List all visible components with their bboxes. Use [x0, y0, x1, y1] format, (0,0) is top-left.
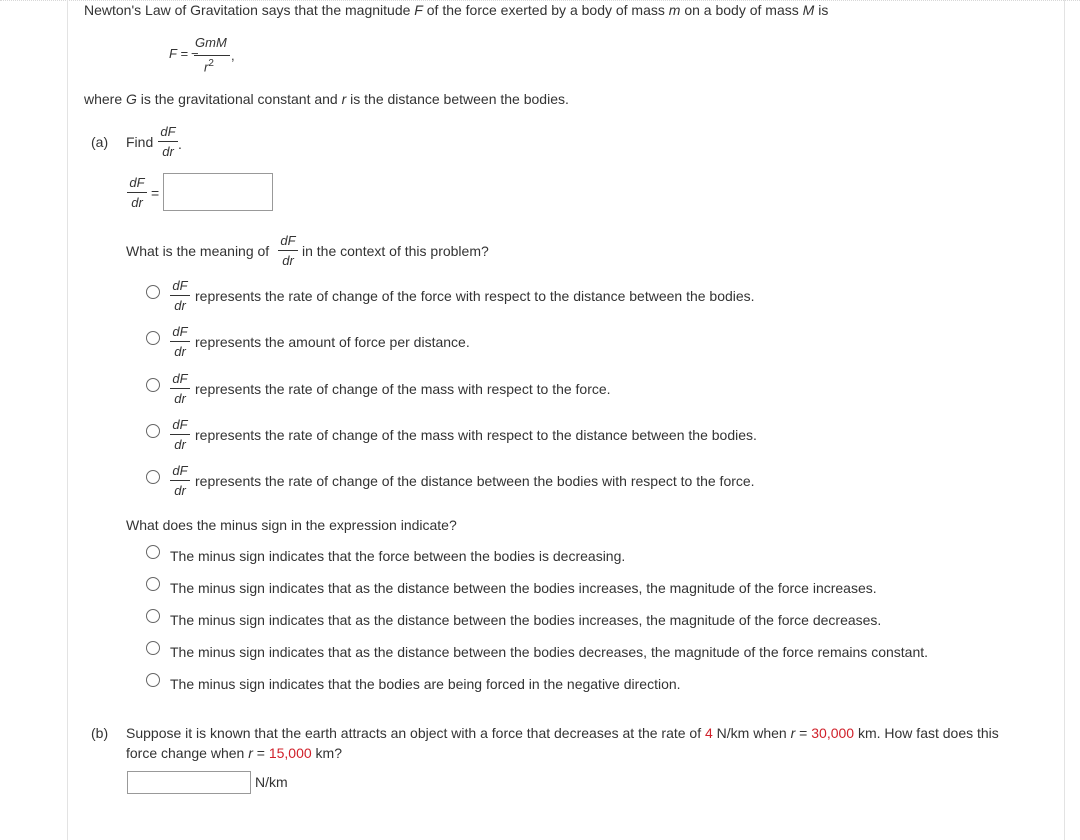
meaning-option-fraction: dF dr [170, 418, 190, 452]
meaning-option-text: represents the amount of force per distance. [195, 334, 470, 350]
meaning-question-suffix: in the context of this problem? [302, 243, 489, 259]
minus-option-radio[interactable] [146, 577, 160, 591]
where-text: where G is the gravitational constant and r is the distance between the bodies. [84, 91, 569, 107]
intro-var-F: F [414, 2, 423, 18]
intro-text [84, 2, 828, 18]
r1-value: 30,000 [811, 725, 855, 741]
intro-var-m: m [668, 2, 681, 18]
question-card [67, 0, 1065, 840]
minus-option-text: The minus sign indicates that as the distance between the bodies decreases, the magnitude of the force remains constant. [170, 644, 929, 660]
force-change-answer-input[interactable] [127, 771, 251, 794]
minus-option-radio[interactable] [146, 545, 160, 559]
minus-option-text: The minus sign indicates that as the distance between the bodies increases, the magnitude of the force decreases. [170, 612, 882, 628]
formula-numerator: GmM [195, 35, 227, 50]
minus-option-text: The minus sign indicates that the force between the bodies is decreasing. [170, 548, 626, 564]
formula-lhs: F = [169, 46, 188, 61]
derivative-answer-input[interactable] [163, 173, 273, 211]
equals-sign: = [151, 185, 160, 201]
where-var-r: r [341, 91, 347, 107]
meaning-option-radio[interactable] [146, 378, 160, 392]
find-period: . [178, 136, 182, 152]
formula-fraction-bar [194, 55, 230, 56]
intro-mid1: of the force exerted by a body of mass [422, 2, 669, 18]
meaning-option-fraction: dF dr [170, 325, 190, 359]
find-label: Find [126, 134, 154, 150]
meaning-option-fraction: dF dr [170, 372, 190, 406]
intro-mid2: on a body of mass [680, 2, 803, 18]
part-b-text-line2: force change when r = 15,000 km? [126, 745, 343, 761]
meaning-question-fraction: dF dr [278, 234, 298, 268]
r2-value: 15,000 [268, 745, 312, 761]
minus-option-text: The minus sign indicates that as the distance between the bodies increases, the magnitude of the force increases. [170, 580, 877, 596]
meaning-option-radio[interactable] [146, 285, 160, 299]
minus-question: What does the minus sign in the expression indicate? [126, 517, 457, 533]
formula-minus: − [191, 46, 199, 61]
meaning-option-radio[interactable] [146, 331, 160, 345]
meaning-option-text: represents the rate of change of the force with respect to the distance between the bodies. [195, 288, 755, 304]
minus-option-text: The minus sign indicates that the bodies are being forced in the negative direction. [170, 676, 681, 692]
intro-suffix: is [814, 2, 829, 18]
minus-option-radio[interactable] [146, 673, 160, 687]
rate-value: 4 [705, 725, 713, 741]
meaning-option-fraction: dF dr [170, 279, 190, 313]
part-b-text-line1: Suppose it is known that the earth attracts an object with a force that decreases at the rate of 4 N/km when r = 30,000 km. How fast does this [126, 725, 999, 741]
find-derivative-fraction: dF dr [158, 125, 178, 159]
part-b-label: (b) [91, 725, 109, 741]
answer-derivative-fraction: dF dr [127, 176, 147, 210]
formula-comma: , [231, 48, 235, 63]
meaning-option-fraction: dF dr [170, 464, 190, 498]
meaning-option-text: represents the rate of change of the mass with respect to the force. [195, 381, 611, 397]
meaning-option-text: represents the rate of change of the distance between the bodies with respect to the force. [195, 473, 755, 489]
intro-prefix: Newton's Law of Gravitation says that the magnitude [84, 2, 415, 18]
minus-option-radio[interactable] [146, 641, 160, 655]
unit-label: N/km [255, 774, 288, 790]
part-a-label: (a) [91, 134, 109, 150]
where-var-G: G [126, 91, 137, 107]
meaning-option-radio[interactable] [146, 470, 160, 484]
formula-denominator: $r^2$ [204, 58, 214, 75]
intro-var-M: M [802, 2, 815, 18]
meaning-option-radio[interactable] [146, 424, 160, 438]
minus-option-radio[interactable] [146, 609, 160, 623]
meaning-question-prefix: What is the meaning of [126, 243, 270, 259]
meaning-option-text: represents the rate of change of the mass with respect to the distance between the bodies. [195, 427, 757, 443]
